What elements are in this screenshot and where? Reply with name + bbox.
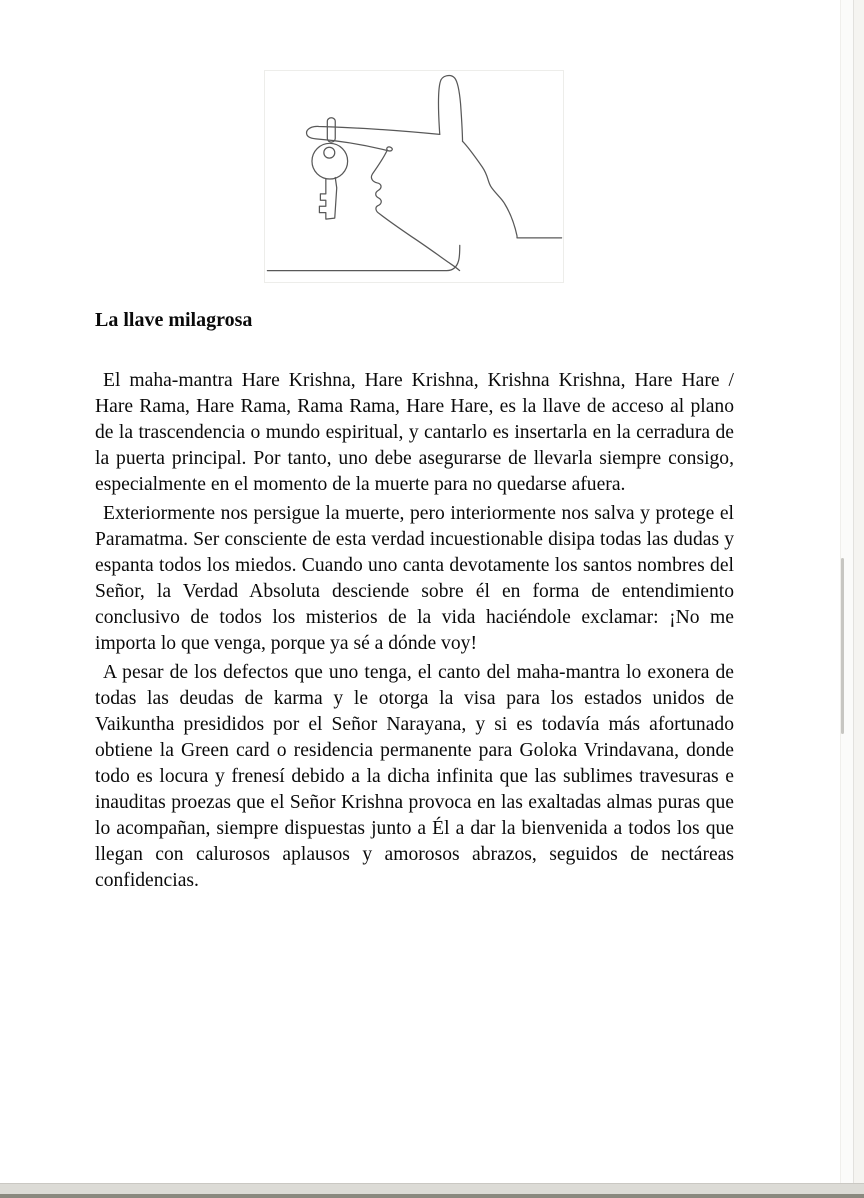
page-edge-strip [854, 0, 864, 1183]
paragraph-1: El maha-mantra Hare Krishna, Hare Krishna, Krishna Krishna, Hare Hare / Hare Rama, Hare Rama, Rama Rama, Hare Hare, es la llave de acceso al plano de la trascendencia o mundo espiritual, y cantarlo es insertarla en la cerradura de la puerta principal. Por tanto, uno debe asegurarse de llevarla siempre consigo, especialmente en el momento de la muerte para no quedarse afuera. [95, 370, 734, 495]
scrollbar-track[interactable] [840, 0, 864, 1183]
window-bottom-strip [0, 1183, 864, 1194]
illustration-frame [264, 70, 564, 283]
page-edge-line [853, 0, 854, 1183]
paragraph-3: A pesar de los defectos que uno tenga, el canto del maha-mantra lo exonera de todas las deudas de karma y le otorga la visa para los estados unidos de Vaikuntha presididos por el Señor Narayana, y si es todavía más afortunado obtiene la Green card o residencia permanente para Goloka Vrindavana, donde todo es locura y frenesí debido a la dicha infinita que las sublimes travesuras e inauditas proezas que el Señor Krishna provoca en las exaltadas almas puras que lo acompañan, siempre dispuestas junto a Él a dar la bienvenida a todos los que llegan con calurosos aplausos y amorosos abrazos, seguidos de nectáreas confidencias. [95, 662, 734, 891]
scrollbar-thumb[interactable] [841, 558, 844, 734]
paragraph-2: Exteriormente nos persigue la muerte, pero interiormente nos salva y protege el Paramatma. Ser consciente de esta verdad incuestionable disipa todas las dudas y espanta todos los miedos. Cuando uno canta devotamente los santos nombres del Señor, la Verdad Absoluta desciende sobre él en forma de entendimiento conclusivo de todos los misterios de la vida haciéndole exclamar: ¡No me importa lo que venga, porque ya sé a dónde voy! [95, 503, 734, 654]
body-text [95, 368, 734, 897]
window-bottom-bar [0, 1194, 864, 1198]
key-pointing-finger-illustration [265, 71, 563, 282]
chapter-title: La llave milagrosa [95, 309, 253, 331]
